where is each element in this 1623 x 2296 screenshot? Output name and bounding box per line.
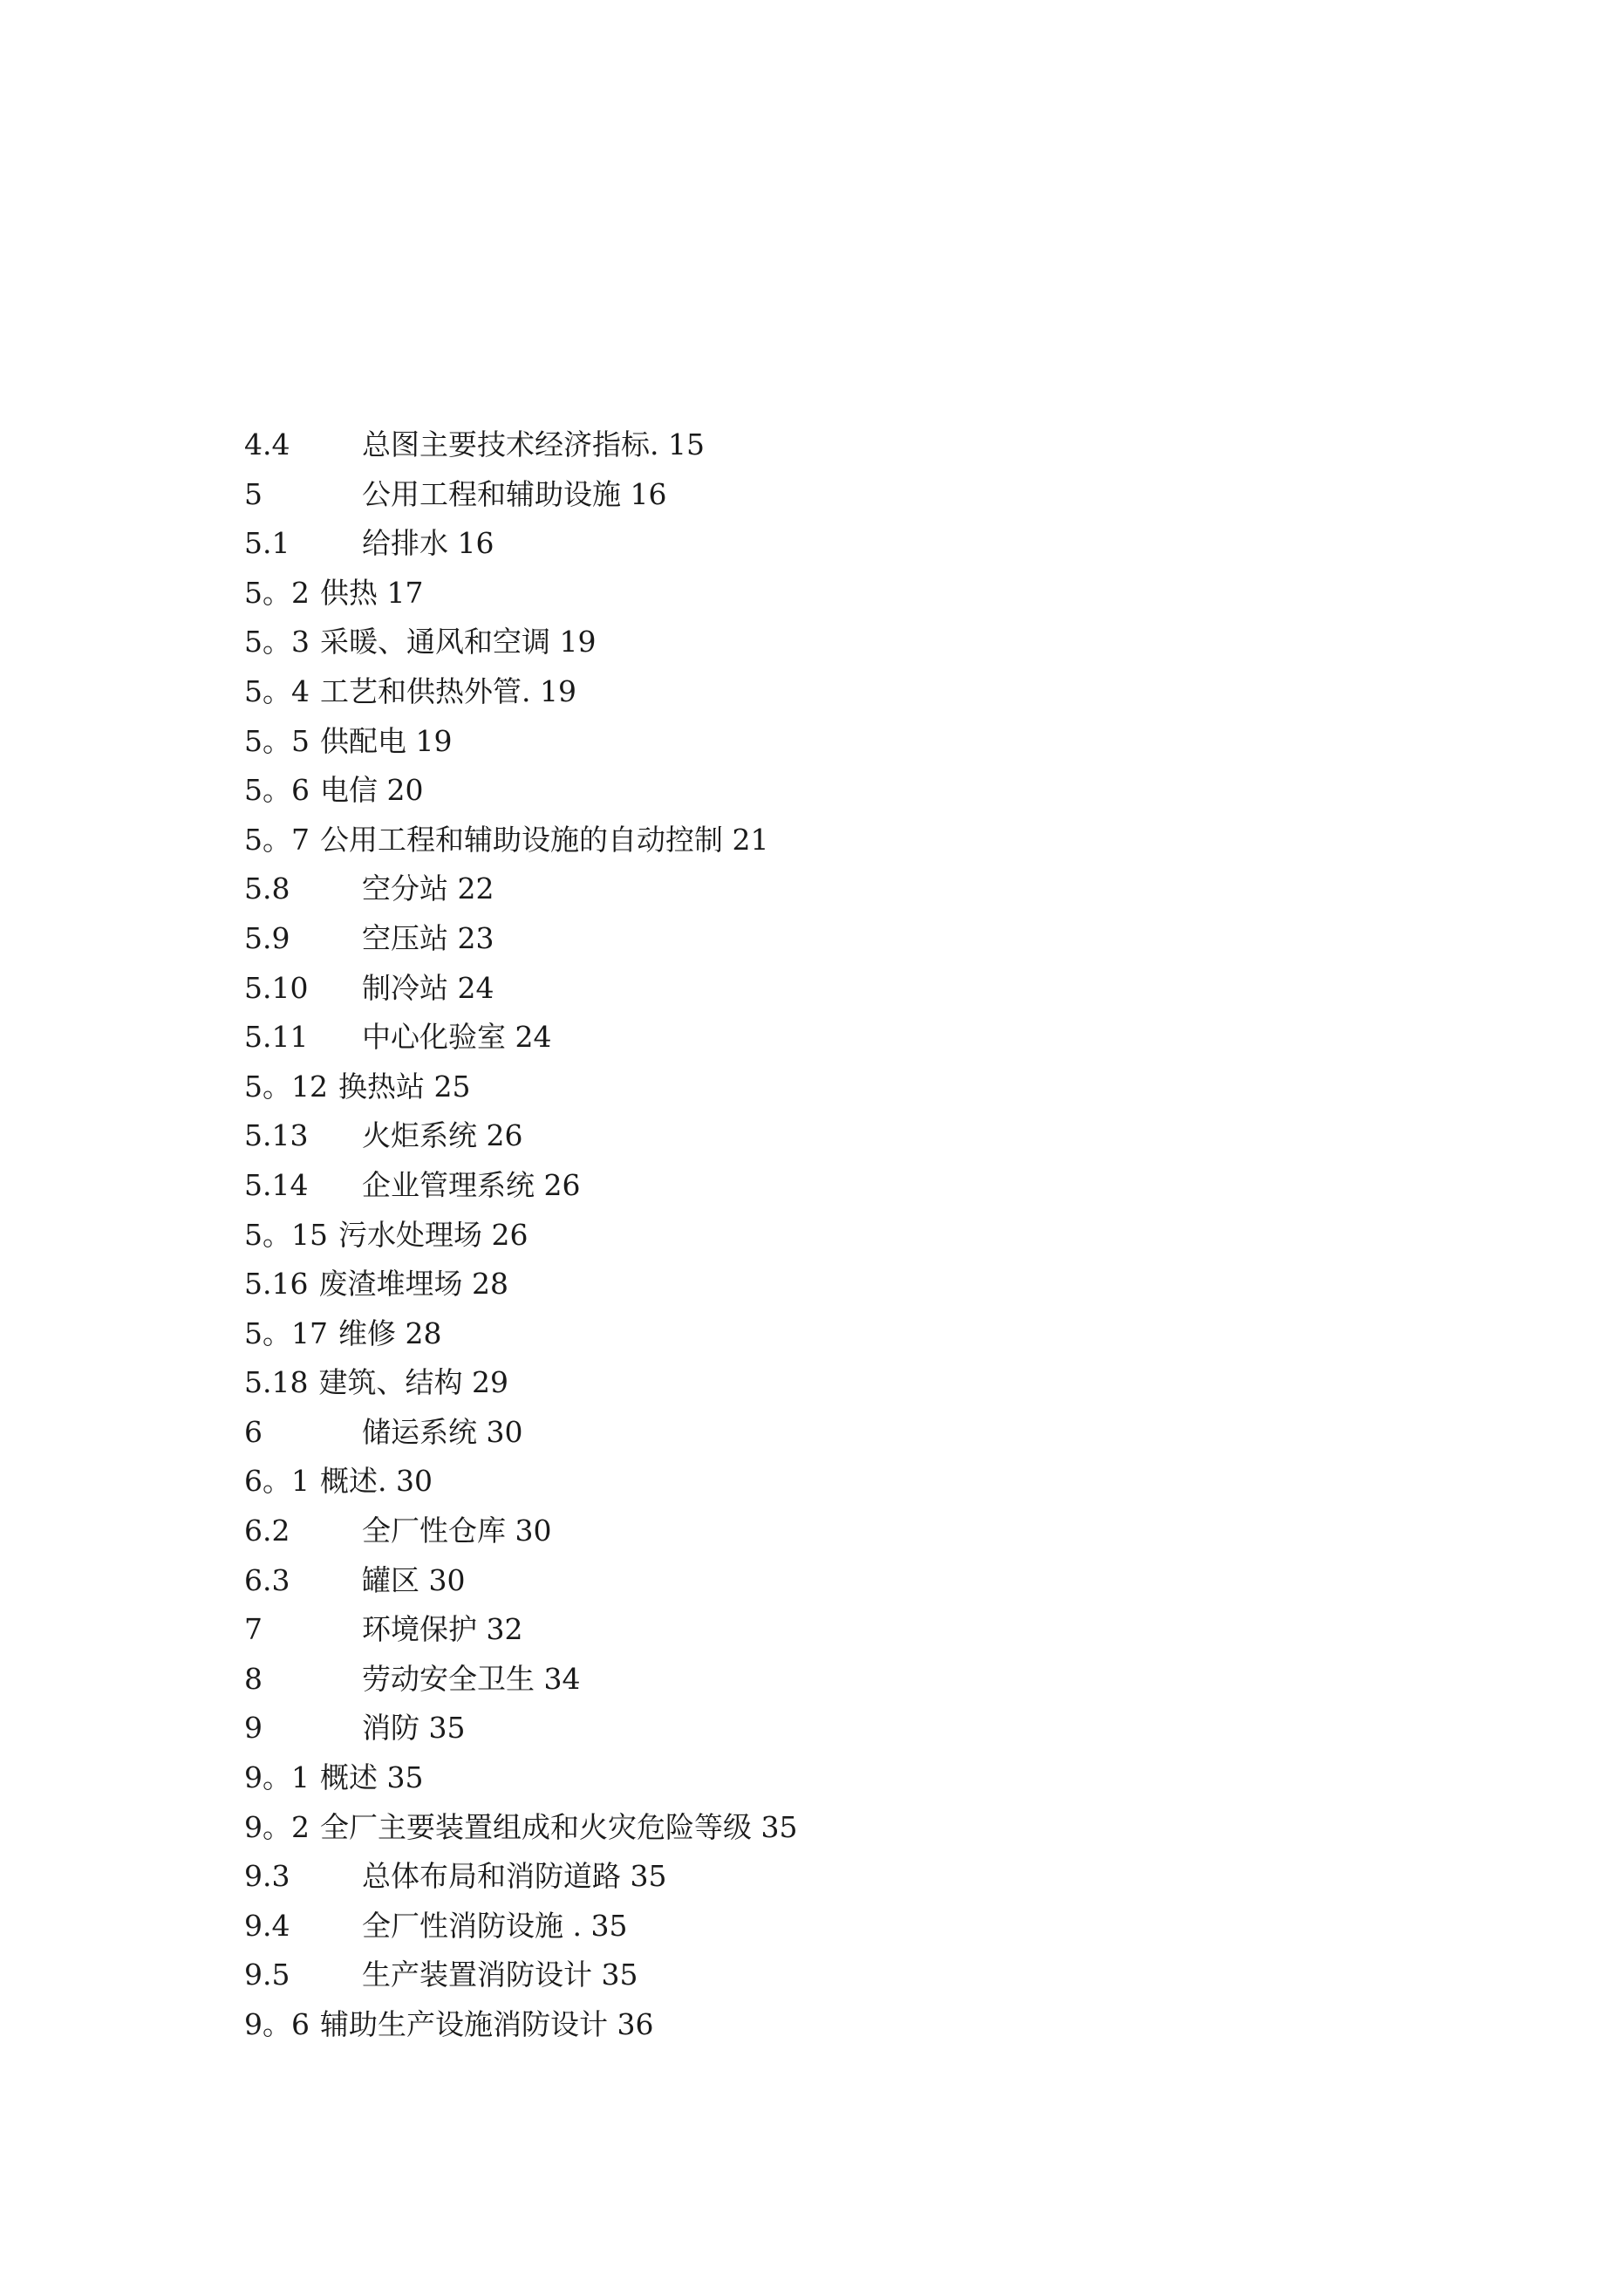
toc-entry-number: 5。7 (244, 822, 310, 857)
toc-entry-number: 5.13 (244, 1118, 309, 1153)
toc-entry-title: 生产装置消防设计 (362, 1958, 592, 1992)
toc-entry-page-number: 35 (428, 1711, 466, 1746)
toc-entry-number: 5.10 (244, 970, 309, 1005)
toc-entry-title: 消防 (362, 1711, 419, 1746)
table-of-contents (244, 420, 1465, 2050)
toc-entry-number: 6.2 (244, 1514, 290, 1548)
toc-entry[interactable] (244, 1753, 1465, 1803)
toc-entry-title: 储运系统 (362, 1414, 477, 1449)
toc-entry[interactable] (244, 1111, 1465, 1161)
toc-entry-page-number: 24 (515, 1020, 552, 1055)
toc-entry-page-number: 19 (415, 723, 453, 758)
toc-entry[interactable] (244, 1309, 1465, 1359)
toc-entry-page-number: 30 (515, 1514, 552, 1548)
toc-entry[interactable] (244, 569, 1465, 618)
toc-entry[interactable] (244, 1704, 1465, 1753)
toc-entry[interactable] (244, 766, 1465, 816)
toc-entry-title: 污水处理场 (338, 1217, 482, 1252)
toc-entry-number: 5.8 (244, 871, 290, 906)
toc-entry-number: 8 (244, 1661, 263, 1696)
toc-entry-page-number: 25 (433, 1069, 471, 1104)
toc-entry-title: 建筑、结构 (318, 1365, 463, 1400)
toc-entry[interactable] (244, 1803, 1465, 1853)
toc-entry-page-number: 30 (428, 1562, 466, 1597)
toc-entry-number: 5。5 (244, 723, 310, 758)
toc-entry-title: 供配电 (320, 723, 406, 758)
toc-entry-title: 全厂性消防设施 . (362, 1908, 582, 1943)
toc-entry-page-number: 35 (590, 1908, 628, 1943)
toc-entry[interactable] (244, 420, 1465, 470)
toc-entry[interactable] (244, 864, 1465, 914)
toc-entry-number: 5。12 (244, 1069, 328, 1104)
toc-entry-number: 6.3 (244, 1562, 290, 1597)
toc-entry-title: 公用工程和辅助设施的自动控制 (320, 822, 723, 857)
toc-entry-title: 罐区 (362, 1562, 419, 1597)
toc-entry[interactable] (244, 1211, 1465, 1261)
toc-entry-page-number: 34 (543, 1661, 581, 1696)
toc-entry[interactable] (244, 1655, 1465, 1705)
toc-entry-page-number: 20 (386, 773, 424, 808)
toc-entry-number: 5.9 (244, 920, 290, 955)
toc-entry-page-number: 19 (540, 673, 576, 708)
toc-entry[interactable] (244, 1556, 1465, 1606)
toc-entry-page-number: 16 (630, 476, 667, 511)
toc-entry-number: 9.4 (244, 1908, 290, 1943)
toc-entry[interactable] (244, 519, 1465, 569)
toc-entry-page-number: 35 (630, 1859, 667, 1894)
toc-entry[interactable] (244, 1063, 1465, 1112)
toc-entry-number: 5.11 (244, 1020, 309, 1055)
toc-entry-page-number: 29 (471, 1365, 508, 1400)
toc-entry-page-number: 36 (617, 2007, 654, 2041)
toc-entry-number: 5 (244, 476, 263, 511)
toc-entry-number: 5。15 (244, 1217, 328, 1252)
toc-entry-number: 9。6 (244, 2007, 310, 2041)
toc-entry-page-number: 26 (486, 1118, 523, 1153)
toc-entry[interactable] (244, 1457, 1465, 1507)
toc-entry[interactable] (244, 1358, 1465, 1408)
toc-entry-number: 9。1 (244, 1760, 310, 1795)
toc-entry[interactable] (244, 618, 1465, 667)
toc-entry-page-number: 23 (457, 920, 494, 955)
toc-entry-title: 采暖、通风和空调 (320, 625, 550, 659)
toc-entry[interactable] (244, 914, 1465, 964)
toc-entry-number: 5.18 (244, 1365, 309, 1400)
toc-entry-page-number: 26 (543, 1167, 581, 1202)
toc-entry-title: 劳动安全卫生 (362, 1661, 535, 1696)
toc-entry-number: 6。1 (244, 1464, 310, 1499)
toc-entry-title: 电信 (320, 773, 378, 808)
toc-entry-title: 总图主要技术经济指标. (362, 427, 659, 461)
toc-entry[interactable] (244, 1408, 1465, 1458)
toc-entry-number: 5.14 (244, 1167, 309, 1202)
toc-entry-title: 辅助生产设施消防设计 (320, 2007, 608, 2041)
toc-entry-title: 空分站 (362, 871, 448, 906)
toc-entry-number: 9.5 (244, 1958, 290, 1992)
toc-entry-title: 公用工程和辅助设施 (362, 476, 621, 511)
toc-entry[interactable] (244, 1260, 1465, 1309)
toc-entry-page-number: 35 (386, 1760, 424, 1795)
toc-entry-number: 6 (244, 1414, 263, 1449)
toc-entry-number: 5.1 (244, 526, 290, 561)
toc-entry[interactable] (244, 717, 1465, 767)
toc-entry-number: 5。6 (244, 773, 310, 808)
toc-entry[interactable] (244, 1161, 1465, 1211)
toc-entry-page-number: 17 (386, 575, 424, 610)
toc-entry-page-number: 16 (457, 526, 494, 561)
toc-entry-title: 企业管理系统 (362, 1167, 535, 1202)
toc-entry-title: 换热站 (338, 1069, 425, 1104)
toc-entry-number: 7 (244, 1612, 263, 1647)
toc-entry-page-number: 28 (471, 1267, 508, 1302)
toc-entry-page-number: 19 (559, 625, 597, 659)
toc-entry[interactable] (244, 1902, 1465, 1951)
toc-entry-title: 概述. (320, 1464, 387, 1499)
toc-entry-title: 维修 (338, 1315, 396, 1350)
toc-entry[interactable] (244, 2000, 1465, 2050)
toc-entry-page-number: 22 (457, 871, 494, 906)
toc-entry[interactable] (244, 470, 1465, 520)
toc-entry-number: 5。17 (244, 1315, 328, 1350)
toc-entry-title: 概述 (320, 1760, 378, 1795)
toc-entry-number: 9.3 (244, 1859, 290, 1894)
toc-entry[interactable] (244, 1852, 1465, 1902)
toc-entry-number: 5。2 (244, 575, 310, 610)
toc-entry-page-number: 28 (405, 1315, 442, 1350)
toc-entry-title: 制冷站 (362, 970, 448, 1005)
toc-entry[interactable] (244, 1605, 1465, 1655)
toc-entry-title: 总体布局和消防道路 (362, 1859, 621, 1894)
toc-entry-page-number: 30 (486, 1414, 523, 1449)
toc-entry-title: 给排水 (362, 526, 448, 561)
toc-entry-title: 供热 (320, 575, 378, 610)
toc-entry-title: 废渣堆埋场 (318, 1267, 463, 1302)
toc-entry-page-number: 26 (491, 1217, 528, 1252)
toc-entry-number: 5.16 (244, 1267, 309, 1302)
toc-entry-title: 工艺和供热外管. (320, 673, 531, 708)
toc-entry-number: 4.4 (244, 427, 290, 461)
toc-entry-title: 火炬系统 (362, 1118, 477, 1153)
toc-entry[interactable] (244, 964, 1465, 1014)
toc-entry[interactable] (244, 1013, 1465, 1063)
toc-entry-page-number: 21 (732, 822, 769, 857)
toc-entry-title: 空压站 (362, 920, 448, 955)
toc-entry-page-number: 32 (486, 1612, 523, 1647)
toc-entry-title: 环境保护 (362, 1612, 477, 1647)
toc-entry-page-number: 15 (668, 427, 705, 461)
toc-entry-page-number: 35 (601, 1958, 638, 1992)
toc-entry-title: 全厂性仓库 (362, 1514, 506, 1548)
toc-entry[interactable] (244, 1951, 1465, 2000)
toc-entry-number: 9。2 (244, 1809, 310, 1844)
toc-entry[interactable] (244, 667, 1465, 717)
toc-entry-title: 中心化验室 (362, 1020, 506, 1055)
toc-entry-page-number: 30 (396, 1464, 433, 1499)
toc-entry-number: 5。3 (244, 625, 310, 659)
toc-entry-page-number: 35 (760, 1809, 798, 1844)
toc-entry[interactable] (244, 1507, 1465, 1556)
toc-entry-number: 9 (244, 1711, 263, 1746)
toc-entry-page-number: 24 (457, 970, 494, 1005)
toc-entry-number: 5。4 (244, 673, 310, 708)
toc-entry[interactable] (244, 816, 1465, 865)
toc-entry-title: 全厂主要装置组成和火灾危险等级 (320, 1809, 752, 1844)
